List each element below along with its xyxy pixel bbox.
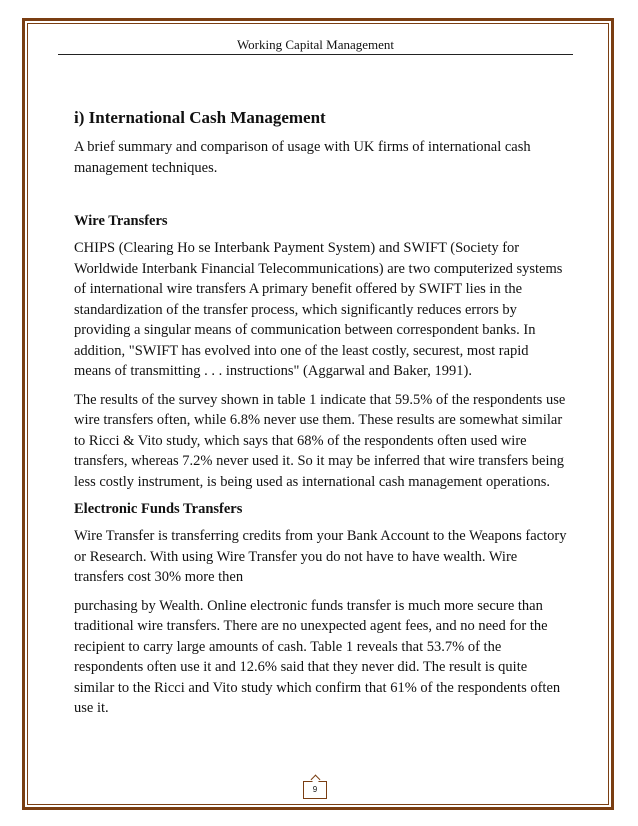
wire-transfers-paragraph-1: CHIPS (Clearing Ho se Interbank Payment System) and SWIFT (Society for Worldwide Interbank Financial Telecommunications) are two computerized systems of international wire transfers A primary benefit offered by SWIFT lies in the standardization of the transfer process, which significantly reduces errors by providing a singular means of communication between correspondent banks. In addition, "SWIFT has evolved into one of the least costly, securest, most rapid means of transmitting . . . instructions" (Aggarwal and Baker, 1991). bbox=[74, 240, 563, 379]
section-intro: A brief summary and comparison of usage with UK firms of international cash management techniques. bbox=[74, 139, 531, 176]
eft-paragraph-1: Wire Transfer is transferring credits from your Bank Account to the Weapons factory or Research. With using Wire Transfer you do not have to have wealth. Wire transfers cost 30% more then bbox=[74, 528, 567, 585]
page-number: 9 bbox=[303, 781, 327, 799]
page-content bbox=[74, 108, 568, 727]
eft-paragraph-2: purchasing by Wealth. Online electronic funds transfer is much more secure than traditional wire transfers. There are no unexpected agent fees, and no need for the recipient to carry large amounts of cash. Table 1 reveals that 53.7% of the respondents often use it and 12.6% said that they never did. The result is quite similar to the Ricci and Vito study which confirm that 61% of the respondents often use it. bbox=[74, 597, 561, 716]
running-header: Working Capital Management bbox=[58, 37, 573, 55]
eft-heading: Electronic Funds Transfers bbox=[74, 501, 243, 517]
wire-transfers-paragraph-2: The results of the survey shown in table 1 indicate that 59.5% of the respondents use wire transfers often, while 6.8% never use them. These results are somewhat similar to Ricci & Vito study, which says that 68% of the respondents often used wire transfers, whereas 7.2% never used it. So it may be inferred that wire transfers being less costly instrument, is being used as international cash management operations. bbox=[74, 391, 566, 490]
wire-transfers-heading: Wire Transfers bbox=[74, 213, 168, 229]
spacer bbox=[74, 186, 568, 212]
section-heading: i) International Cash Management bbox=[74, 108, 326, 127]
